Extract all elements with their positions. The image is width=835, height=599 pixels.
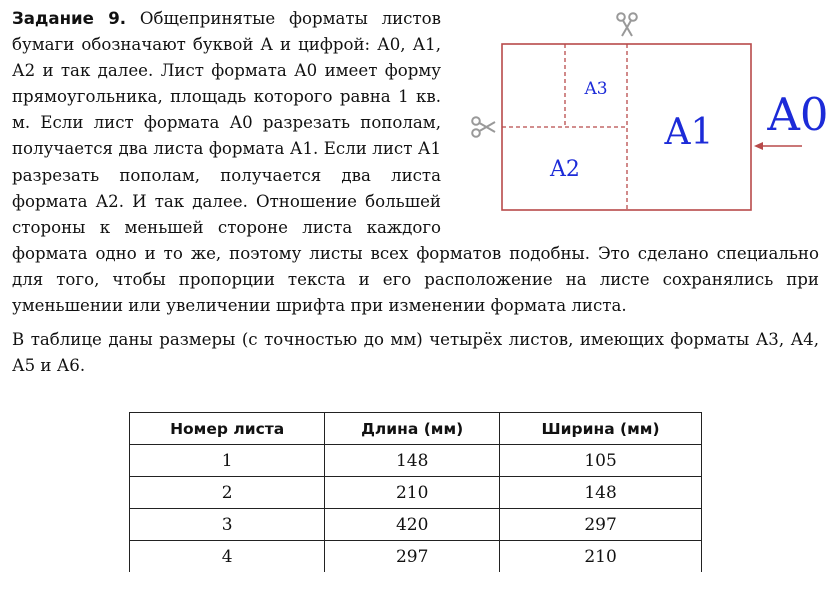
scissors-icon [617, 13, 637, 36]
table-row [130, 477, 702, 509]
cell-width: 105 [500, 445, 702, 477]
cell-width: 210 [500, 541, 702, 573]
task-number: Задание 9. [12, 9, 127, 28]
label-a2: A2 [550, 157, 580, 182]
task-paragraph-2: В таблице даны размеры (с точностью до мм) четырёх листов, имеющих форматы А3, А4, А5 и А6. [12, 330, 819, 376]
paper-format-diagram [466, 10, 835, 220]
task-body: Общепринятые форматы листов бумаги обозначают буквой А и цифрой: А0, А1, А2 и так далее. Лист формата А0 имеет форму прямоугольника, площадь которого равна 1 кв. м. Если лист формата А0 разрезать пополам, получается два листа формата А1. Если лист А1 разрезать пополам, получается два листа формата А2. И так далее. Отношение большей стороны к меньшей стороне листа каждого формата одно и то же, поэтому листы всех форматов подобны. Это сделано специально для того, чтобы пропорции текста и его расположение на листе сохранялись при уменьшении или увеличении шрифта при изменении формата листа. [12, 9, 819, 316]
table-row [130, 445, 702, 477]
cell-width: 148 [500, 477, 702, 509]
label-a1: A1 [664, 112, 714, 153]
cell-sheet-number: 1 [130, 445, 325, 477]
table-row [130, 541, 702, 573]
table-header-row [130, 413, 702, 445]
table-row [130, 509, 702, 541]
cell-sheet-number: 2 [130, 477, 325, 509]
arrow-icon [754, 142, 802, 150]
cell-sheet-number: 4 [130, 541, 325, 573]
cell-length: 297 [325, 541, 500, 573]
label-a0: A0 [767, 88, 829, 141]
cell-width: 297 [500, 509, 702, 541]
cell-length: 420 [325, 509, 500, 541]
scissors-icon [472, 117, 495, 137]
cell-length: 210 [325, 477, 500, 509]
column-header-width: Ширина (мм) [500, 413, 702, 445]
column-header-length: Длина (мм) [325, 413, 500, 445]
column-header-sheet-number: Номер листа [130, 413, 325, 445]
cell-length: 148 [325, 445, 500, 477]
label-a3: A3 [584, 79, 608, 99]
sheet-sizes-table [129, 412, 702, 572]
cell-sheet-number: 3 [130, 509, 325, 541]
